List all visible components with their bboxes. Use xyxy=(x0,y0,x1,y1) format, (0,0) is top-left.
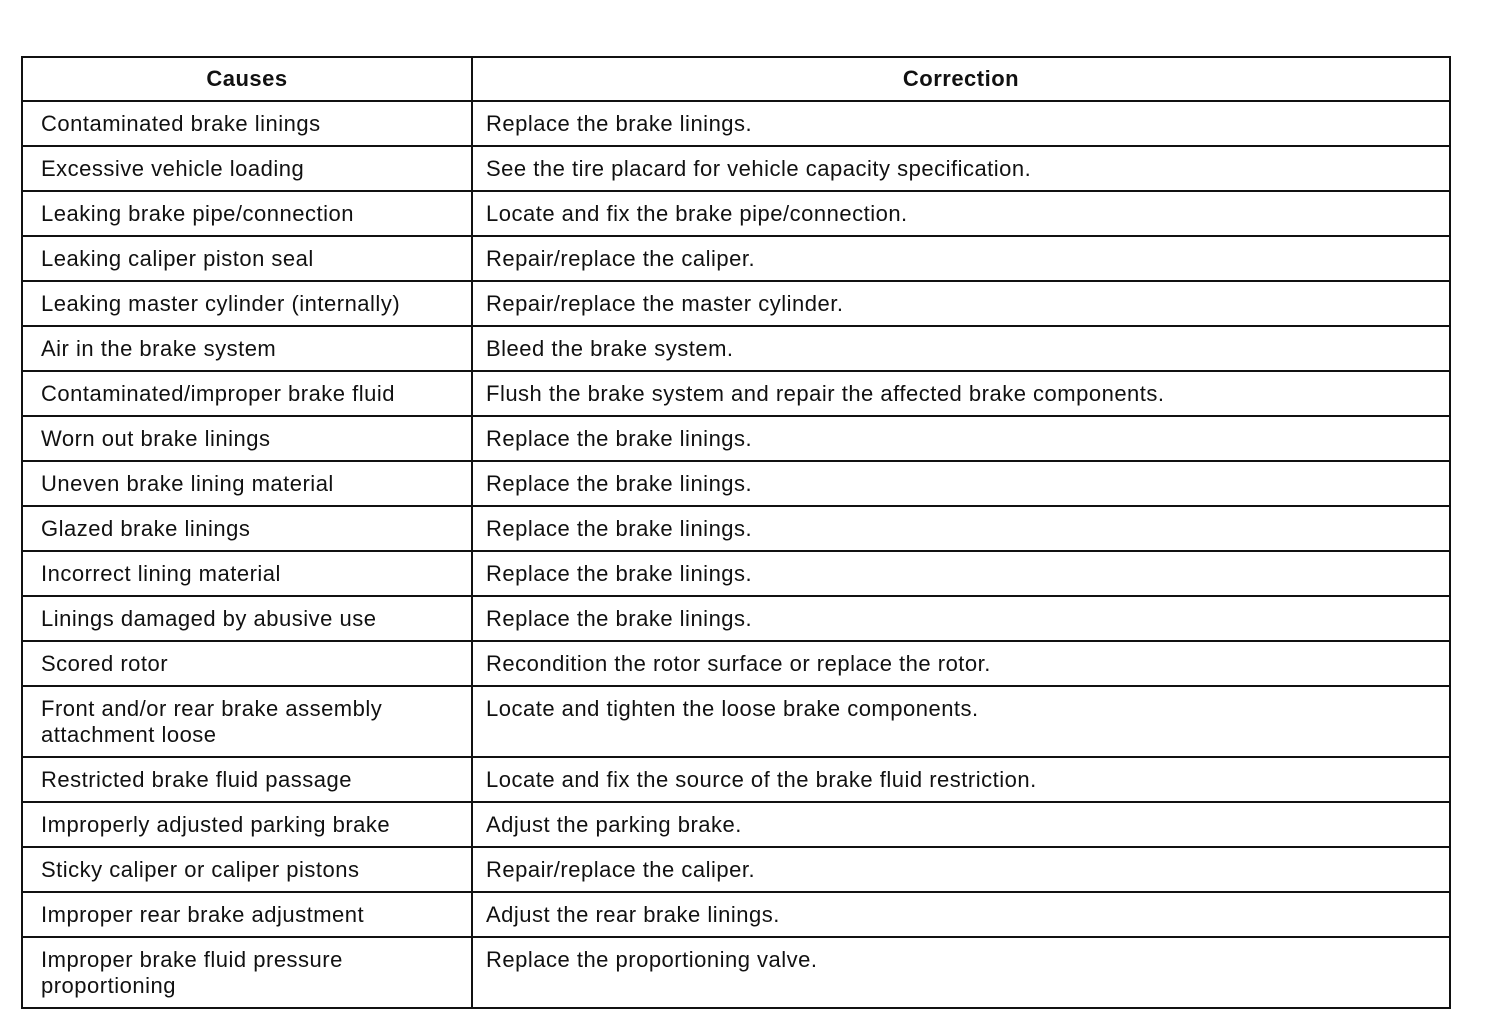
column-header-causes: Causes xyxy=(22,57,472,101)
table-row xyxy=(22,101,1450,146)
table-row xyxy=(22,146,1450,191)
correction-cell: Adjust the rear brake linings. xyxy=(472,892,1450,937)
header-row xyxy=(22,57,1450,101)
cause-cell: Glazed brake linings xyxy=(22,506,472,551)
correction-cell: Replace the brake linings. xyxy=(472,506,1450,551)
cause-cell: Improper brake fluid pressure proportioning xyxy=(22,937,472,1008)
correction-cell: Replace the brake linings. xyxy=(472,416,1450,461)
table-row xyxy=(22,596,1450,641)
correction-cell: Repair/replace the master cylinder. xyxy=(472,281,1450,326)
table-row xyxy=(22,416,1450,461)
column-header-correction: Correction xyxy=(472,57,1450,101)
correction-cell: Bleed the brake system. xyxy=(472,326,1450,371)
table-row xyxy=(22,191,1450,236)
cause-cell: Worn out brake linings xyxy=(22,416,472,461)
cause-cell: Contaminated/improper brake fluid xyxy=(22,371,472,416)
correction-cell: Replace the brake linings. xyxy=(472,551,1450,596)
correction-cell: Repair/replace the caliper. xyxy=(472,236,1450,281)
correction-cell: Locate and fix the source of the brake fluid restriction. xyxy=(472,757,1450,802)
diagnosis-table xyxy=(21,56,1451,1009)
cause-cell: Restricted brake fluid passage xyxy=(22,757,472,802)
table-body xyxy=(22,101,1450,1008)
diagnosis-table-container xyxy=(21,56,1449,1009)
correction-cell: Recondition the rotor surface or replace the rotor. xyxy=(472,641,1450,686)
cause-cell: Scored rotor xyxy=(22,641,472,686)
correction-cell: Locate and tighten the loose brake components. xyxy=(472,686,1450,757)
correction-cell: Replace the brake linings. xyxy=(472,596,1450,641)
cause-cell: Excessive vehicle loading xyxy=(22,146,472,191)
correction-cell: Replace the proportioning valve. xyxy=(472,937,1450,1008)
table-row xyxy=(22,892,1450,937)
table-row xyxy=(22,551,1450,596)
cause-cell: Leaking master cylinder (internally) xyxy=(22,281,472,326)
table-row xyxy=(22,326,1450,371)
correction-cell: Locate and fix the brake pipe/connection. xyxy=(472,191,1450,236)
cause-cell: Uneven brake lining material xyxy=(22,461,472,506)
table-row xyxy=(22,236,1450,281)
correction-cell: Flush the brake system and repair the affected brake components. xyxy=(472,371,1450,416)
table-row xyxy=(22,461,1450,506)
cause-cell: Leaking caliper piston seal xyxy=(22,236,472,281)
cause-cell: Front and/or rear brake assembly attachment loose xyxy=(22,686,472,757)
table-row xyxy=(22,371,1450,416)
table-row xyxy=(22,757,1450,802)
table-row xyxy=(22,506,1450,551)
table-row xyxy=(22,847,1450,892)
cause-cell: Air in the brake system xyxy=(22,326,472,371)
table-header xyxy=(22,57,1450,101)
cause-cell: Leaking brake pipe/connection xyxy=(22,191,472,236)
cause-cell: Improper rear brake adjustment xyxy=(22,892,472,937)
correction-cell: Adjust the parking brake. xyxy=(472,802,1450,847)
cause-cell: Sticky caliper or caliper pistons xyxy=(22,847,472,892)
table-row xyxy=(22,802,1450,847)
table-row xyxy=(22,937,1450,1008)
cause-cell: Incorrect lining material xyxy=(22,551,472,596)
cause-cell: Improperly adjusted parking brake xyxy=(22,802,472,847)
table-row xyxy=(22,641,1450,686)
correction-cell: Replace the brake linings. xyxy=(472,461,1450,506)
correction-cell: See the tire placard for vehicle capacity specification. xyxy=(472,146,1450,191)
correction-cell: Repair/replace the caliper. xyxy=(472,847,1450,892)
cause-cell: Linings damaged by abusive use xyxy=(22,596,472,641)
table-row xyxy=(22,281,1450,326)
table-row xyxy=(22,686,1450,757)
cause-cell: Contaminated brake linings xyxy=(22,101,472,146)
correction-cell: Replace the brake linings. xyxy=(472,101,1450,146)
